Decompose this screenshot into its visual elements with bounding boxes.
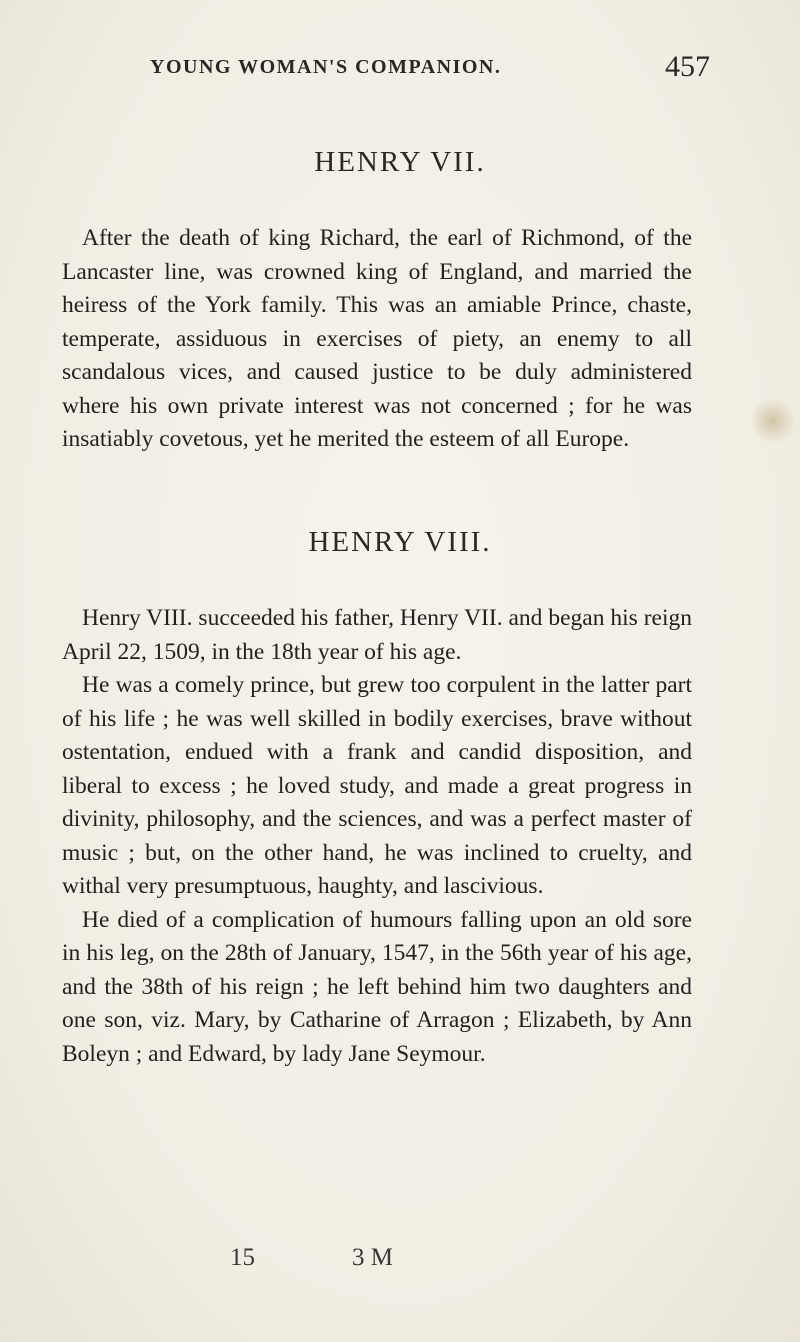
signature-mark: 3 M [352, 1244, 393, 1271]
paragraph: He died of a complication of humours falling upon an old sore in his leg, on the 28th of January, 1547, in the 56th year of his age, and the 38th of his reign ; he left behind him two daughters and one son, viz. Mary, by Catharine of Arragon ; Elizabeth, by Ann Boleyn ; and Edward, by lady Jane Seymour. [62, 906, 692, 1067]
paragraph: Henry VIII. succeeded his father, Henry VII. and began his reign April 22, 1509, in the 18th year of his age. [62, 605, 692, 665]
section-body-henry-vii [62, 222, 692, 457]
section-heading-henry-vii: HENRY VII. [314, 146, 486, 178]
section-heading-henry-viii: HENRY VIII. [308, 526, 492, 558]
running-title: YOUNG WOMAN'S COMPANION. [150, 56, 502, 78]
section-body-henry-viii [62, 602, 692, 1071]
signature-number: 15 [230, 1244, 255, 1271]
paragraph: He was a comely prince, but grew too corpulent in the latter part of his life ; he was well skilled in bodily exercises, brave without ostentation, endued with a frank and candid disposition, and liberal to excess ; he loved study, and made a great progress in divinity, philosophy, and the sciences, and was a perfect master of music ; but, on the other hand, he was inclined to cruelty, and withal very presumptuous, haughty, and lascivious. [62, 672, 692, 899]
page-number: 457 [665, 50, 710, 83]
running-head [150, 50, 710, 90]
paper-stain [752, 395, 794, 447]
footer-signature [0, 1244, 800, 1284]
paragraph: After the death of king Richard, the earl of Richmond, of the Lancaster line, was crowned king of England, and married the heiress of the York family. This was an amiable Prince, chaste, temperate, assiduous in exercises of piety, an enemy to all scandalous vices, and caused justice to be duly administered where his own private interest was not concerned ; for he was insatiably covetous, yet he merited the esteem of all Europe. [62, 225, 692, 452]
